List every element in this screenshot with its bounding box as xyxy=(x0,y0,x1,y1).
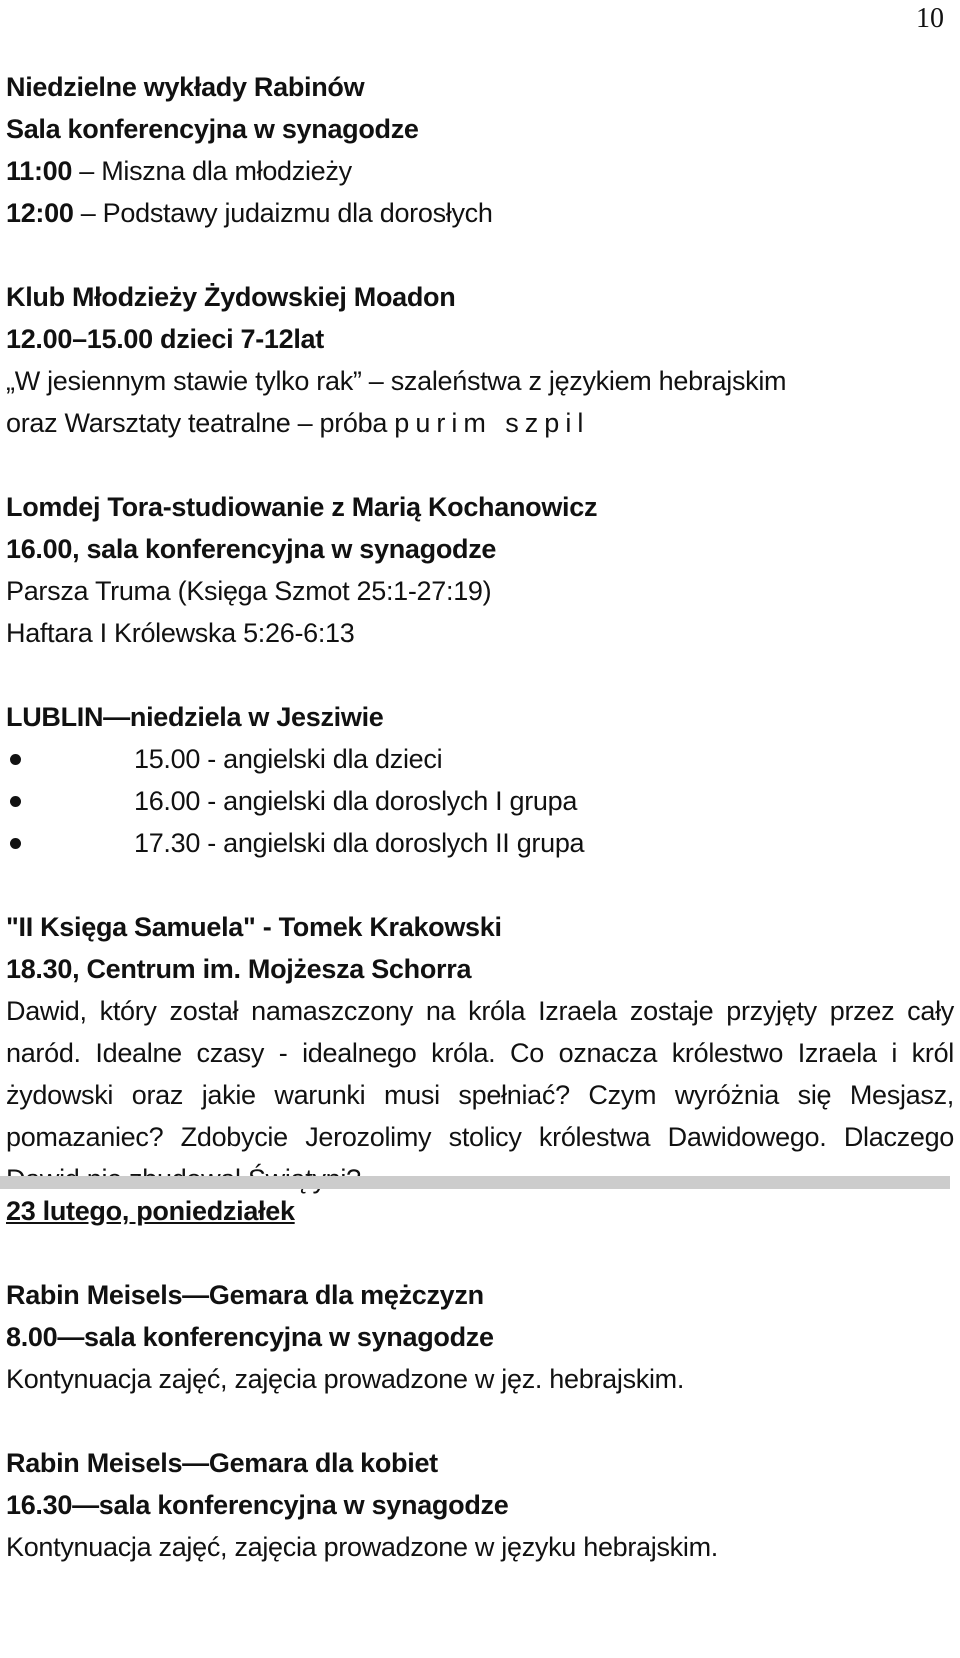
section-text-line: Haftara I Królewska 5:26-6:13 xyxy=(6,618,355,648)
spacer xyxy=(6,654,960,696)
bullet-list xyxy=(6,738,960,864)
section-time: 18.30, Centrum im. Mojżesza Schorra xyxy=(6,954,472,984)
item-text: – Podstawy judaizmu dla dorosłych xyxy=(73,198,493,228)
bullet-icon xyxy=(10,796,21,807)
page-number: 10 xyxy=(916,3,944,34)
section-text-line: „W jesiennym stawie tylko rak” – szaleństwa z językiem hebrajskim xyxy=(6,366,787,396)
list-item-text: 15.00 - angielski dla dzieci xyxy=(134,744,443,774)
section-time: 8.00—sala konferencyjna w synagodze xyxy=(6,1322,494,1352)
spacer xyxy=(6,1232,960,1274)
day-heading: 23 lutego, poniedziałek xyxy=(6,1196,295,1226)
item-time: 11:00 xyxy=(6,156,73,186)
section-divider-bar xyxy=(0,1176,950,1189)
text-part-spaced: purim szpil xyxy=(394,408,590,438)
section-title-youth-club: Klub Młodzieży Żydowskiej Moadon xyxy=(6,282,456,312)
schedule-item xyxy=(6,192,960,234)
section-title-rabbi-lectures: Niedzielne wykłady Rabinów xyxy=(6,72,365,102)
section-text-line xyxy=(6,402,960,444)
section-text-line: Parsza Truma (Księga Szmot 25:1-27:19) xyxy=(6,576,492,606)
section-time: 12.00–15.00 dzieci 7-12lat xyxy=(6,324,324,354)
section-title-gemara-men: Rabin Meisels—Gemara dla mężczyzn xyxy=(6,1280,484,1310)
spacer xyxy=(6,234,960,276)
document-body-upper xyxy=(6,66,960,1200)
spacer xyxy=(6,1400,960,1442)
bullet-icon xyxy=(10,754,21,765)
list-item-text: 16.00 - angielski dla doroslych I grupa xyxy=(134,786,578,816)
list-item xyxy=(6,738,960,780)
list-item xyxy=(6,822,960,864)
section-text-line: Kontynuacja zajęć, zajęcia prowadzone w jęz. hebrajskim. xyxy=(6,1364,685,1394)
bullet-icon xyxy=(10,838,21,849)
section-title-torah-study: Lomdej Tora-studiowanie z Marią Kochanowicz xyxy=(6,492,598,522)
section-time: 16.00, sala konferencyjna w synagodze xyxy=(6,534,497,564)
schedule-item xyxy=(6,150,960,192)
document-body-lower xyxy=(6,1190,960,1568)
section-paragraph: Dawid, który został namaszczony na króla Izraela zostaje przyjęty przez cały naród. Idealne czasy - idealnego króla. Co oznacza królestwo Izraela i król żydowski oraz jakie warunki musi spełniać? Czym wyróżnia się Mesjasz, pomazaniec? Zdobycie Jerozolimy stolicy królestwa Dawidowego. Dlaczego xyxy=(6,996,954,1152)
text-part: oraz Warsztaty teatralne – próba xyxy=(6,408,395,438)
section-time: 16.30—sala konferencyjna w synagodze xyxy=(6,1490,509,1520)
spacer xyxy=(6,444,960,486)
section-text-line: Kontynuacja zajęć, zajęcia prowadzone w języku hebrajskim. xyxy=(6,1532,718,1562)
section-place: Sala konferencyjna w synagodze xyxy=(6,114,419,144)
spacer xyxy=(6,864,960,906)
list-item-text: 17.30 - angielski dla doroslych II grupa xyxy=(134,828,585,858)
section-title-lublin: LUBLIN—niedziela w Jesziwie xyxy=(6,702,384,732)
section-title-samuel: "II Księga Samuela" - Tomek Krakowski xyxy=(6,912,502,942)
item-time: 12:00 xyxy=(6,198,74,228)
section-title-gemara-women: Rabin Meisels—Gemara dla kobiet xyxy=(6,1448,438,1478)
list-item xyxy=(6,780,960,822)
item-text: – Miszna dla młodzieży xyxy=(72,156,352,186)
